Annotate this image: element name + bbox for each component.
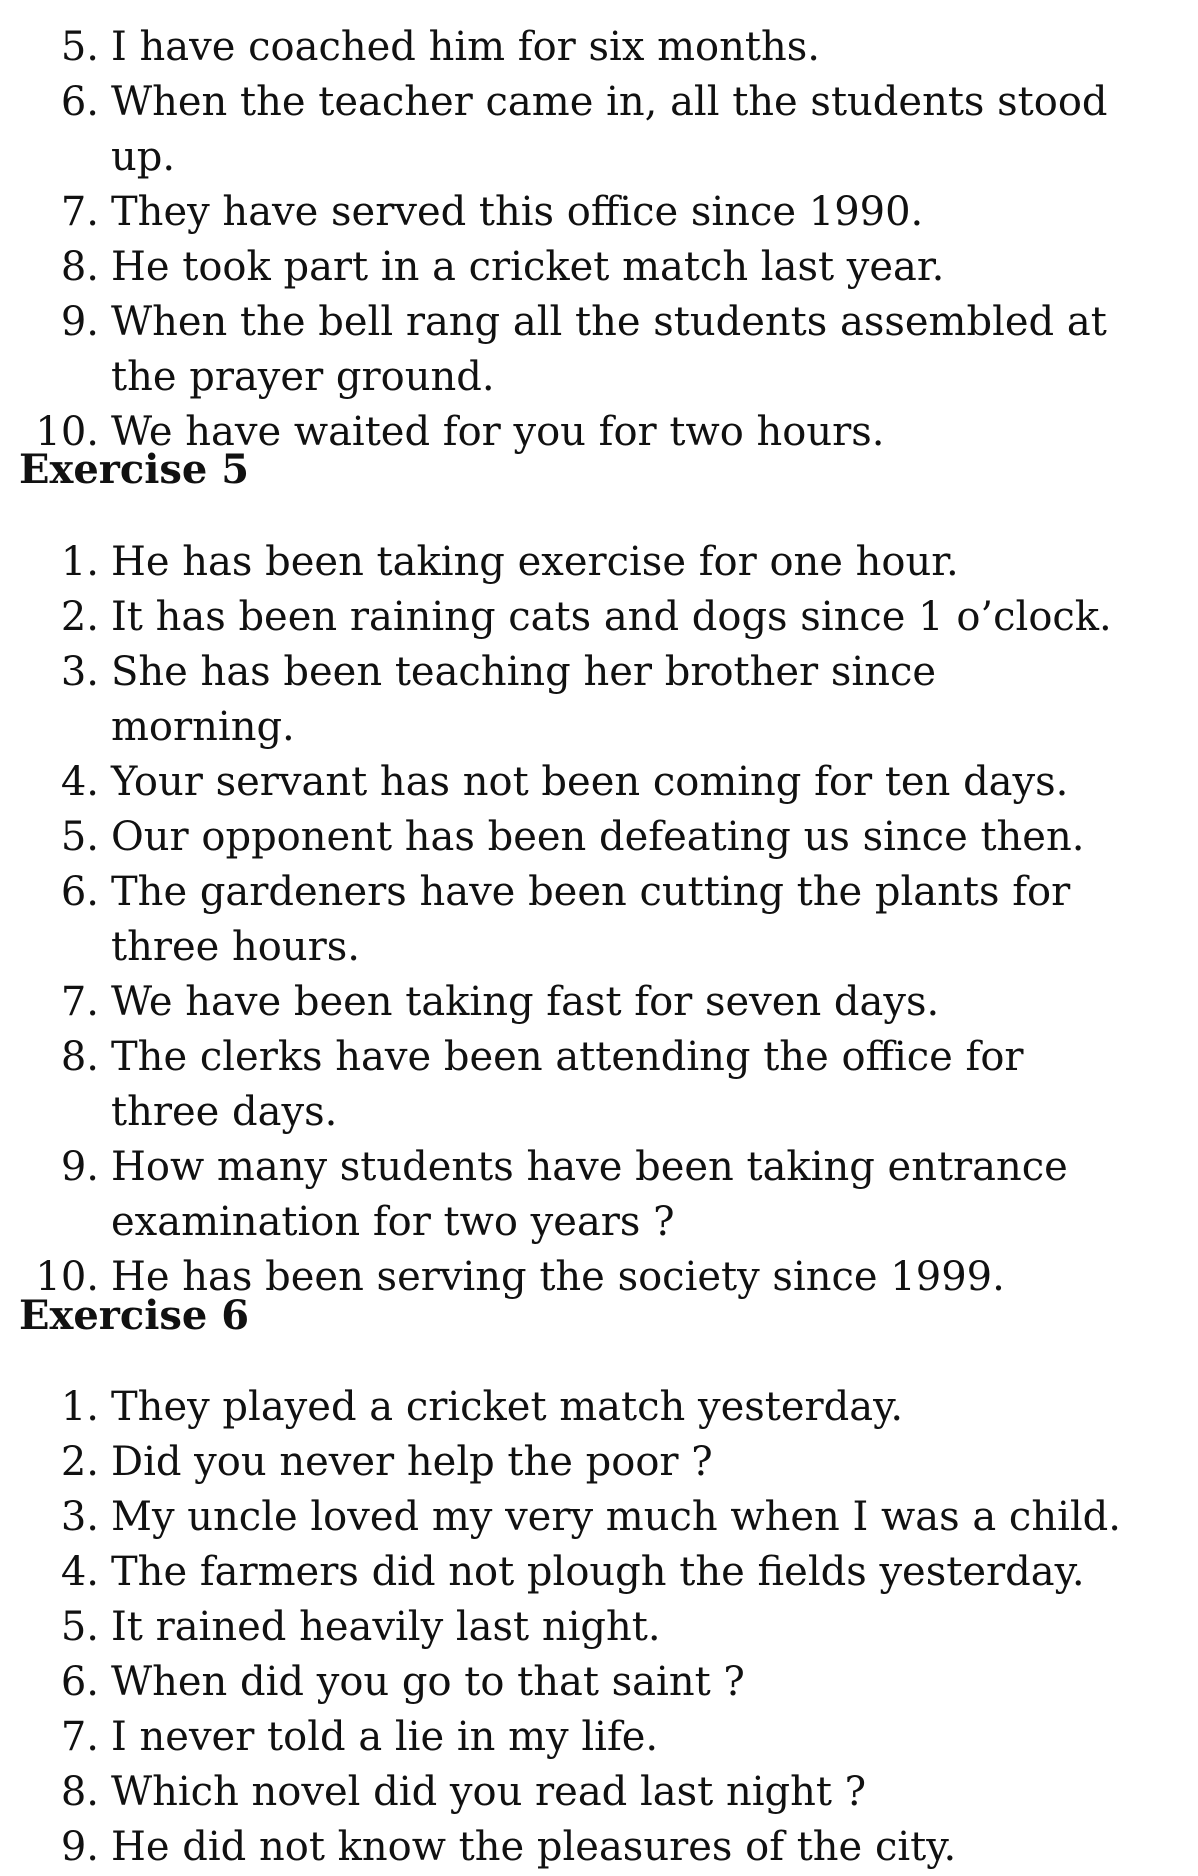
list-item <box>0 1140 1131 1250</box>
item-number: 8. <box>60 1034 99 1080</box>
list-item <box>0 1380 1131 1435</box>
item-number: 10. <box>35 409 99 455</box>
list-item <box>0 535 1131 590</box>
item-number: 4. <box>60 759 99 805</box>
item-text: How many students have been taking entrance examination for two years ? <box>111 1144 1068 1245</box>
item-number: 8. <box>60 1769 99 1815</box>
list-item <box>0 1490 1131 1545</box>
list-item <box>0 975 1131 1030</box>
continued-answer-list <box>0 20 1131 460</box>
list-item <box>0 75 1131 185</box>
item-number: 10. <box>35 1254 99 1300</box>
list-item <box>0 1600 1131 1655</box>
list-item <box>0 1710 1131 1765</box>
item-text: Our opponent has been defeating us since then. <box>111 814 1085 860</box>
item-text: The gardeners have been cutting the plants for three hours. <box>111 869 1071 970</box>
list-item <box>0 185 1131 240</box>
exercise-5-heading: Exercise 5 <box>19 446 250 493</box>
list-item <box>0 1030 1131 1140</box>
item-number: 1. <box>60 539 99 585</box>
list-item <box>0 1765 1131 1820</box>
list-item <box>0 1435 1131 1490</box>
item-number: 2. <box>60 594 99 640</box>
item-text: I have coached him for six months. <box>111 24 820 70</box>
item-number: 6. <box>60 869 99 915</box>
item-text: I never told a lie in my life. <box>111 1714 659 1760</box>
exercise-6-heading: Exercise 6 <box>19 1292 250 1339</box>
exercise-6-list <box>0 1380 1131 1875</box>
exercise-5-list <box>0 535 1131 1305</box>
item-text: They have served this office since 1990. <box>111 189 924 235</box>
list-item <box>0 755 1131 810</box>
list-item <box>0 645 1131 755</box>
item-text: He has been taking exercise for one hour. <box>111 539 959 585</box>
list-item <box>0 1820 1131 1875</box>
item-number: 1. <box>60 1384 99 1430</box>
item-number: 5. <box>60 1604 99 1650</box>
item-number: 9. <box>60 299 99 345</box>
item-text: They played a cricket match yesterday. <box>111 1384 904 1430</box>
item-number: 9. <box>60 1144 99 1190</box>
item-number: 5. <box>60 814 99 860</box>
item-text: We have been taking fast for seven days. <box>111 979 940 1025</box>
item-text: We have waited for you for two hours. <box>111 409 885 455</box>
item-number: 5. <box>60 24 99 70</box>
item-text: Did you never help the poor ? <box>111 1439 713 1485</box>
list-item <box>0 240 1131 295</box>
list-item <box>0 590 1131 645</box>
list-item <box>0 295 1131 405</box>
item-number: 7. <box>60 979 99 1025</box>
list-item <box>0 20 1131 75</box>
item-number: 6. <box>60 79 99 125</box>
list-item <box>0 1545 1131 1600</box>
item-text: He has been serving the society since 1999. <box>111 1254 1005 1300</box>
item-text: The farmers did not plough the fields yesterday. <box>111 1549 1085 1595</box>
item-text: The clerks have been attending the office for three days. <box>111 1034 1024 1135</box>
item-number: 4. <box>60 1549 99 1595</box>
list-item <box>0 1655 1131 1710</box>
item-text: Which novel did you read last night ? <box>111 1769 867 1815</box>
item-text: When did you go to that saint ? <box>111 1659 745 1705</box>
item-text: He took part in a cricket match last year. <box>111 244 945 290</box>
item-number: 2. <box>60 1439 99 1485</box>
item-number: 3. <box>60 1494 99 1540</box>
list-item <box>0 865 1131 975</box>
item-text: It rained heavily last night. <box>111 1604 661 1650</box>
item-text: Your servant has not been coming for ten days. <box>111 759 1069 805</box>
item-number: 9. <box>60 1824 99 1870</box>
item-number: 3. <box>60 649 99 695</box>
item-text: My uncle loved my very much when I was a child. <box>111 1494 1121 1540</box>
item-text: When the bell rang all the students assembled at the prayer ground. <box>111 299 1107 400</box>
item-number: 8. <box>60 244 99 290</box>
item-text: He did not know the pleasures of the city. <box>111 1824 957 1870</box>
item-number: 7. <box>60 189 99 235</box>
item-text: When the teacher came in, all the students stood up. <box>111 79 1108 180</box>
item-number: 6. <box>60 1659 99 1705</box>
item-text: It has been raining cats and dogs since 1 o’clock. <box>111 594 1112 640</box>
item-text: She has been teaching her brother since morning. <box>111 649 937 750</box>
list-item <box>0 810 1131 865</box>
item-number: 7. <box>60 1714 99 1760</box>
